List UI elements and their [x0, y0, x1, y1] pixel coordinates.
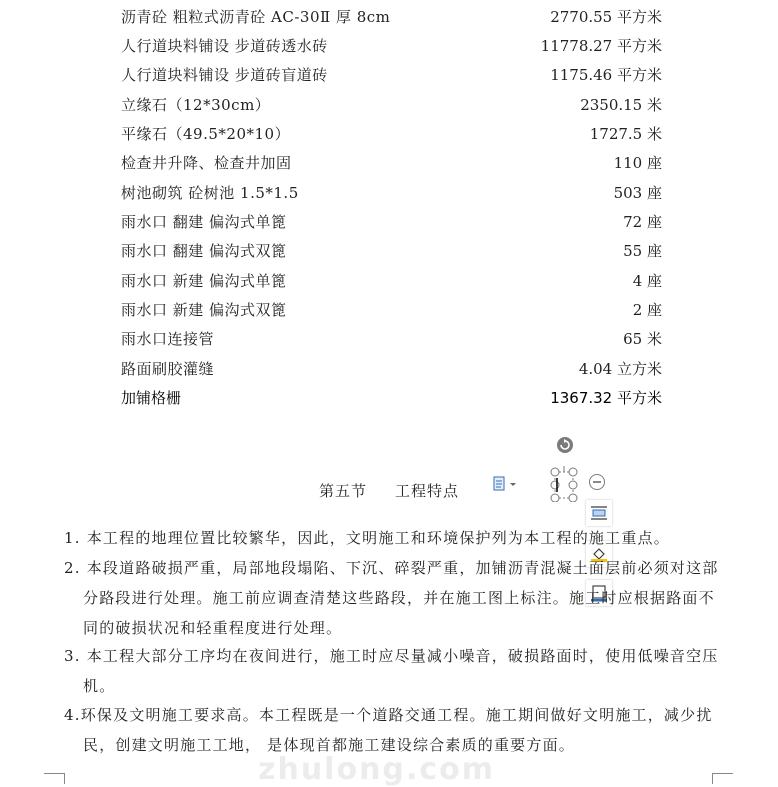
item-name: 树池砌筑 砼树池 1.5*1.5 — [121, 184, 299, 202]
quantity-row — [0, 32, 778, 58]
minus-icon[interactable] — [588, 473, 606, 491]
item-name: 雨水口 翻建 偏沟式双篦 — [121, 242, 287, 260]
watermark: zhulong.com — [258, 752, 495, 787]
quantity-row — [0, 296, 778, 322]
item-quantity: 4.04 立方米 — [578, 360, 662, 378]
quantity-row — [0, 237, 778, 263]
quantity-row — [0, 208, 778, 234]
quantity-row — [0, 91, 778, 117]
quantity-row — [0, 384, 778, 410]
paragraph-line: 环保及文明施工要求高。本工程既是一个道路交通工程。施工期间做好文明施工，减少扰 — [80, 706, 713, 724]
paragraph-line: 本工程的地理位置比较繁华，因此，文明施工和环境保护列为本工程的施工重点。 — [86, 529, 670, 547]
item-quantity: 1727.5 米 — [589, 125, 662, 143]
list-item — [64, 523, 724, 553]
item-name: 路面刷胶灌缝 — [121, 360, 215, 378]
item-quantity: 1175.46 平方米 — [550, 66, 662, 84]
item-name: 立缘石（12*30cm） — [121, 96, 271, 114]
list-item — [64, 700, 724, 760]
paragraph-line: 机。 — [83, 677, 116, 695]
item-quantity: 2 座 — [632, 301, 662, 319]
quantity-row — [0, 355, 778, 381]
list-item — [64, 641, 724, 701]
rotate-icon[interactable] — [555, 435, 575, 455]
clipboard-icon[interactable] — [492, 475, 518, 493]
quantity-row — [0, 61, 778, 87]
quantity-row — [0, 149, 778, 175]
item-name: 雨水口连接管 — [121, 330, 215, 348]
item-name: 雨水口 翻建 偏沟式单篦 — [121, 213, 287, 231]
item-name: 人行道块料铺设 步道砖透水砖 — [121, 37, 328, 55]
paragraph-line: 分路段进行处理。施工前应调查清楚这些路段，并在施工图上标注。施工时应根据路面不 — [83, 589, 715, 607]
section-heading — [319, 480, 459, 501]
item-name: 检查井升降、检查井加固 — [121, 154, 292, 172]
item-name: 人行道块料铺设 步道砖盲道砖 — [121, 66, 328, 84]
item-quantity: 55 座 — [623, 242, 662, 260]
page-corner-mark — [44, 773, 65, 784]
item-quantity: 110 座 — [613, 154, 662, 172]
list-number: 1. — [64, 529, 81, 547]
list-item — [64, 553, 724, 643]
quantity-row — [0, 267, 778, 293]
item-name: 沥青砼 粗粒式沥青砼 AC-30Ⅱ 厚 8cm — [121, 8, 391, 26]
paragraph-line: 民，创建文明施工工地， 是体现首都施工建设综合素质的重要方面。 — [83, 736, 575, 754]
item-name: 雨水口 新建 偏沟式双篦 — [121, 301, 287, 319]
list-number: 4. — [64, 706, 81, 724]
paragraph-line: 同的破损状况和轻重程度进行处理。 — [83, 619, 343, 637]
item-quantity: 4 座 — [632, 272, 662, 290]
item-quantity: 72 座 — [623, 213, 662, 231]
item-quantity: 2770.55 平方米 — [550, 8, 662, 26]
item-name: 平缘石（49.5*20*10） — [121, 125, 291, 143]
item-quantity: 65 米 — [623, 330, 662, 348]
item-name: 雨水口 新建 偏沟式单篦 — [121, 272, 287, 290]
item-quantity: 1367.32 平方米 — [550, 389, 662, 407]
item-quantity: 503 座 — [613, 184, 662, 202]
item-quantity: 2350.15 米 — [580, 96, 662, 114]
paragraph-line: 本工程大部分工序均在夜间进行，施工时应尽量减小噪音，破损路面时，使用低噪音空压 — [86, 647, 719, 665]
section-number: 第五节 — [319, 482, 368, 500]
list-number: 2. — [64, 559, 81, 577]
quantity-row — [0, 179, 778, 205]
page-corner-mark — [712, 773, 733, 784]
list-number: 3. — [64, 647, 81, 665]
quantity-row — [0, 120, 778, 146]
item-name: 加铺格栅 — [121, 389, 182, 407]
shape-selection-frame[interactable] — [549, 466, 579, 502]
paragraph-line: 本段道路破损严重，局部地段塌陷、下沉、碎裂严重，加铺沥青混凝土面层前必须对这部 — [86, 559, 719, 577]
text-wrap-icon — [590, 504, 608, 522]
quantity-row — [0, 3, 778, 29]
quantity-row — [0, 325, 778, 351]
section-title: 工程特点 — [395, 482, 460, 500]
item-quantity: 11778.27 平方米 — [540, 37, 662, 55]
